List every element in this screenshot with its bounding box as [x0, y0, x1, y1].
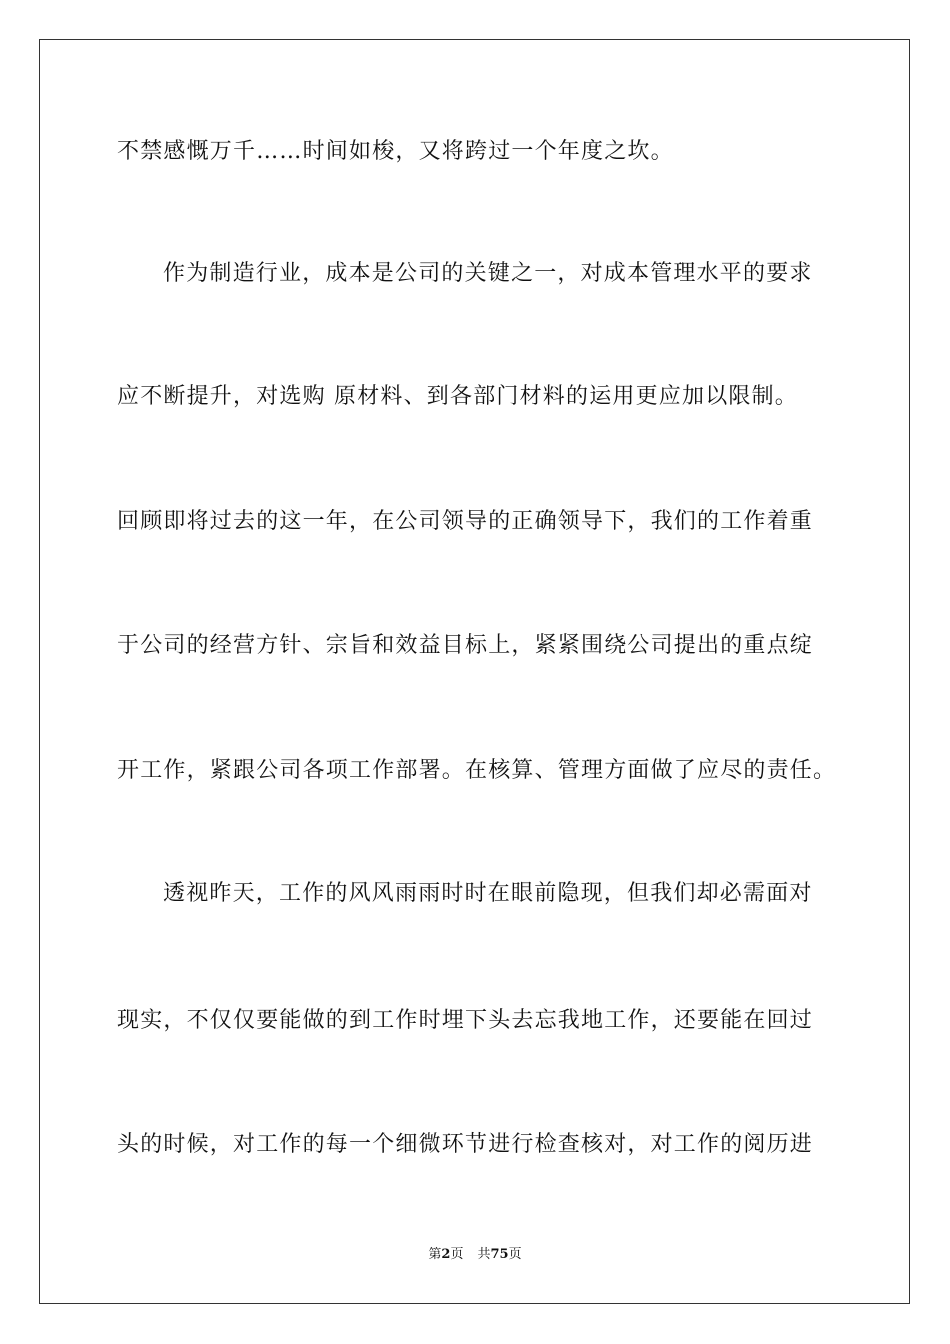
text-line-7: 透视昨天，工作的风风雨雨时时在眼前隐现，但我们却必需面对 — [163, 881, 813, 906]
total-pages: 75 — [490, 1247, 509, 1262]
total-suffix: 页 — [508, 1247, 522, 1262]
page-footer — [0, 1247, 950, 1263]
text-line-6: 开工作，紧跟公司各项工作部署。在核算、管理方面做了应尽的责任。 — [117, 758, 837, 783]
text-line-8: 现实，不仅仅要能做的到工作时埋下头去忘我地工作，还要能在回过 — [117, 1008, 814, 1033]
text-line-5: 于公司的经营方针、宗旨和效益目标上，紧紧围绕公司提出的重点绽 — [117, 633, 814, 658]
page-number: 2 — [441, 1247, 451, 1262]
page-border — [39, 39, 910, 1304]
page-prefix: 第 — [428, 1247, 442, 1262]
text-line-4: 回顾即将过去的这一年，在公司领导的正确领导下，我们的工作着重 — [117, 509, 814, 534]
text-line-3: 应不断提升，对选购 原材料、到各部门材料的运用更应加以限制。 — [117, 384, 798, 409]
page-suffix: 页 — [450, 1247, 464, 1262]
text-line-1: 不禁感慨万千……时间如梭，又将跨过一个年度之坎。 — [117, 139, 674, 164]
text-line-2: 作为制造行业，成本是公司的关键之一，对成本管理水平的要求 — [163, 261, 813, 286]
total-prefix: 共 — [477, 1247, 491, 1262]
text-line-9: 头的时候，对工作的每一个细微环节进行检查核对，对工作的阅历进 — [117, 1132, 814, 1157]
